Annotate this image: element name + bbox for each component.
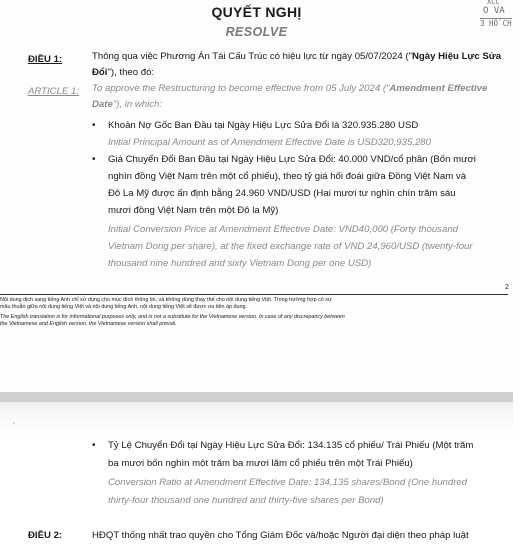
article-1-text-vn — [92, 49, 502, 81]
bullet-1-vn-line: Khoản Nợ Gốc Ban Đầu tại Ngày Hiệu Lực Sửa Đổi là 320.935.280 USD — [108, 120, 419, 131]
amendment-effective-date-term-en: Amendment Effective Date — [92, 83, 488, 110]
scan-speck: ˊ — [12, 422, 16, 433]
article-1-text-vn-part: Thông qua việc Phương Án Tái Cấu Trúc có hiệu lực từ ngày 05/07/2024 (" — [92, 51, 412, 62]
document-page-2 — [0, 422, 513, 544]
article-1-text-en — [92, 81, 502, 113]
bullet-dot: • — [92, 154, 96, 165]
footnote-en-line: the Vietnamese and English version, the Vietnamese version shall prevail. — [0, 321, 177, 327]
bullet-3-en-line: thirty-four thousand one hundred and thirty-five shares per Bond) — [108, 495, 384, 506]
stamp-line-2: O VA — [483, 6, 505, 16]
bullet-3-vn-line: Tỷ Lệ Chuyển Đổi tại Ngày Hiệu Lực Sửa Đổi: 134.135 cổ phiếu/ Trái Phiếu (Một trăm — [108, 440, 474, 451]
footnote-vn-line: mâu thuẫn giữa nội dung tiếng Việt và nội dung tiếng Anh, nội dung tiếng Việt sẽ được ưu tiên áp dụng. — [0, 304, 248, 310]
bullet-2-en-line: thousand nine hundred and sixty Vietnam Dong per one USD) — [108, 258, 372, 269]
company-seal-stamp — [478, 0, 522, 38]
article-1-label-vn: ĐIỀU 1: — [28, 54, 63, 65]
bullet-3-en-line: Conversion Ratio at Amendment Effective Date: 134,135 shares/Bond (One hundred — [108, 477, 468, 488]
bullet-1-en-line: Initial Principal Amount as of Amendment Effective Date is USD320,935,280 — [108, 137, 431, 148]
resolution-title-en: RESOLVE — [225, 25, 288, 39]
article-2-label-vn: ĐIỀU 2: — [28, 530, 63, 541]
bullet-2-vn-line: Giá Chuyển Đổi Ban Đầu tại Ngày Hiệu Lực Sửa Đổi: 40.000 VND/cổ phần (Bốn mươi — [108, 154, 476, 165]
bullet-dot: • — [92, 120, 96, 131]
footnote-divider — [0, 294, 508, 295]
article-1-text-en-part: To approve the Restructuring to become effective from 05 July 2024 (" — [92, 83, 390, 94]
amendment-effective-date-term-vn: Ngày Hiệu Lực Sửa Đổi — [92, 51, 502, 78]
stamp-line-1: XCC — [487, 0, 500, 6]
article-1-text-en-end: "), in which: — [112, 99, 163, 110]
footnote-vn-line: Nội dung dịch sang tiếng Anh chỉ sử dụng cho mục đích thông tin, và không dùng thay thế cho nội dung tiếng Việt. Trong trường hợp có sự — [0, 297, 332, 303]
bullet-2-en-line: Vietnam Dong per share), at the fixed exchange rate of VND 24,960/USD (twenty-four — [108, 241, 473, 252]
bullet-2-vn-line: mươi đồng Việt Nam trên một Đô la Mỹ) — [108, 205, 279, 216]
footnote-en-line: The English translation is for informational purposes only, and is not a substitute for the Vietnamese version. In case of any discrepancy between — [0, 314, 345, 320]
article-1-label-en: ARTICLE 1: — [28, 86, 80, 97]
article-2-text-vn: HĐQT thống nhất trao quyền cho Tổng Giám Đốc và/hoặc Người đại diện theo pháp luật — [92, 530, 469, 541]
resolution-title-vn: QUYẾT NGHỊ — [211, 4, 302, 20]
article-1-text-vn-end: "), theo đó: — [107, 67, 155, 78]
stamp-line-3: 3 HỒ CH — [480, 19, 512, 28]
bullet-2-vn-line: Đô La Mỹ được ấn định bằng 24.960 VND/USD (Hai mươi tư nghìn chín trăm sáu — [108, 188, 456, 199]
bullet-2-en-line: Initial Conversion Price at Amendment Effective Date: VND40,000 (Forty thousand — [108, 224, 458, 235]
page-number: 2 — [505, 284, 509, 291]
bullet-dot: • — [92, 440, 96, 451]
bullet-2-vn-line: nghìn đồng Việt Nam trên một cổ phiếu), theo tỷ giá hối đoái giữa Đồng Việt Nam và — [108, 171, 467, 182]
bullet-3-vn-line: ba mươi bốn nghìn một trăm ba mươi lăm cổ phiếu trên một Trái Phiếu) — [108, 458, 413, 469]
page-break-bar — [0, 392, 513, 402]
